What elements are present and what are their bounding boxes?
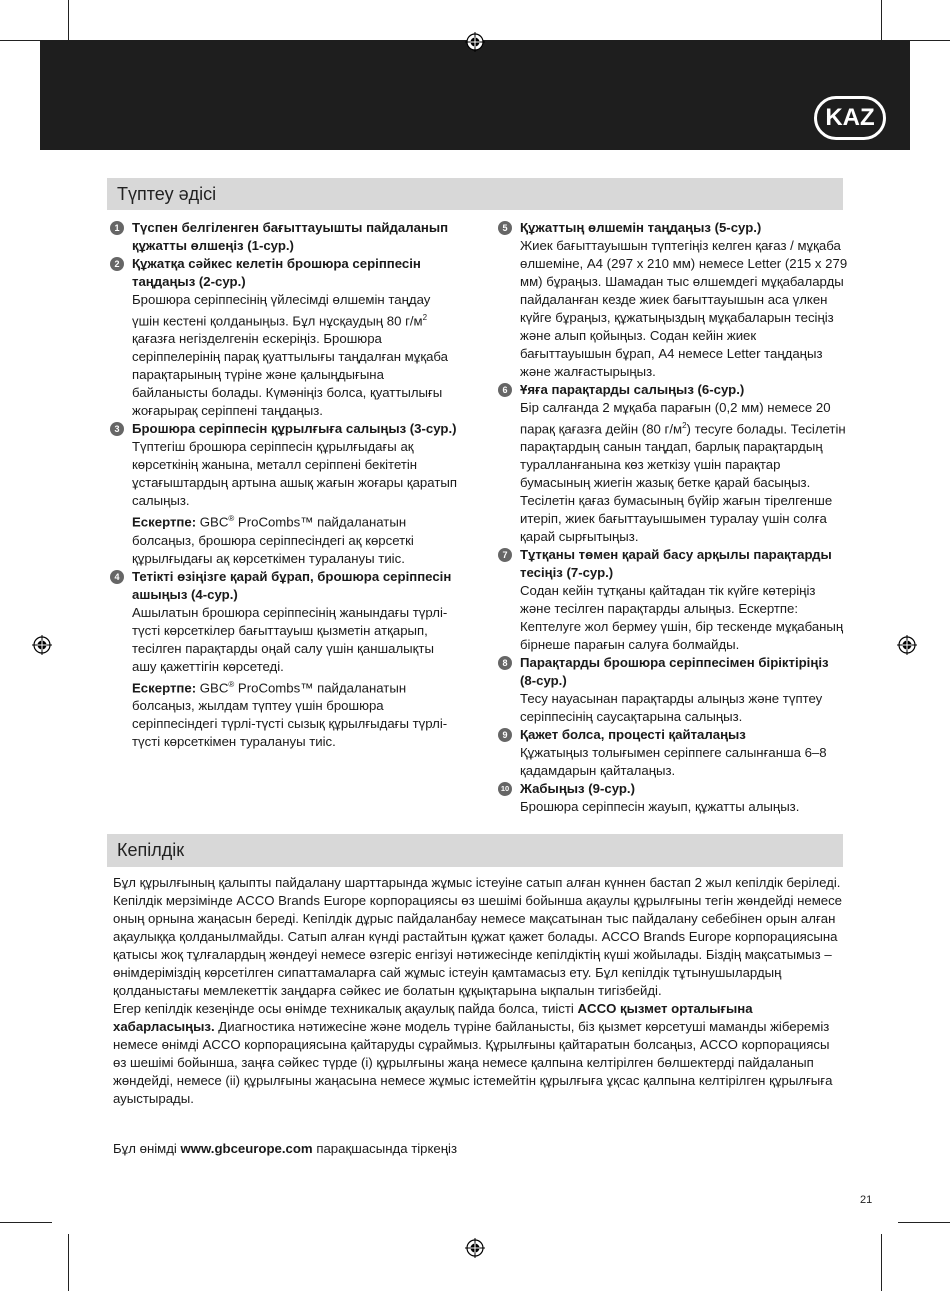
registration-mark-icon bbox=[897, 635, 917, 655]
crop-mark bbox=[0, 1222, 52, 1223]
section-title: Түптеу әдісі bbox=[117, 183, 217, 204]
step-note: Ескертпе: GBC® ProCombs™ пайдаланатын болсаңыз, жылдам түптеу үшін брошюра серіппесіндегі түрлі-түсті сызық құрылғыдағы түрлі-түсті көрсеткімен туралануы тиіс. bbox=[132, 679, 448, 750]
step-item bbox=[110, 219, 460, 255]
step-number: 3 bbox=[110, 422, 124, 436]
step-item bbox=[110, 420, 460, 567]
crop-mark bbox=[881, 1234, 882, 1291]
step-number: 8 bbox=[498, 656, 512, 670]
step-item bbox=[498, 780, 848, 816]
step-item bbox=[498, 546, 848, 654]
registration-note: Бұл өнімді www.gbceurope.com парақшасында тіркеңіз bbox=[113, 1141, 458, 1156]
step-title: Ұяға парақтарды салыңыз (6-сур.) bbox=[520, 382, 745, 397]
language-badge: KAZ bbox=[814, 96, 886, 140]
step-number: 10 bbox=[498, 782, 512, 796]
step-number: 6 bbox=[498, 383, 512, 397]
page-number: 21 bbox=[860, 1194, 873, 1206]
crop-mark bbox=[68, 1234, 69, 1291]
step-title: Тұтқаны төмен қарай басу арқылы парақтарды тесіңіз (7-сур.) bbox=[520, 547, 832, 581]
step-title: Парақтарды брошюра серіппесімен біріктіріңіз (8-сур.) bbox=[520, 655, 829, 689]
step-body: Түптегіш брошюра серіппесін құрылғыдағы ақ көрсеткінің жанына, металл серіппені бекітетін ұстағыштардың артына ашық жағын жоғары қаратып салыңыз. bbox=[132, 439, 457, 509]
step-item bbox=[498, 381, 848, 546]
step-number: 7 bbox=[498, 548, 512, 562]
step-body: Содан кейін тұтқаны қайтадан тік күйге көтеріңіз және тесілген парақтарды алыңыз. Ескертпе: Кептелуге жол бермеу үшін, бір тескенде мұқабаның бірнеше парағын салуға болмайды. bbox=[520, 583, 844, 653]
crop-mark bbox=[898, 1222, 950, 1223]
header-band bbox=[40, 40, 910, 150]
step-number: 5 bbox=[498, 221, 512, 235]
step-title: Құжаттың өлшемін таңдаңыз (5-сур.) bbox=[520, 220, 762, 235]
step-body: Құжатыңыз толығымен серіппеге салынғанша 6–8 қадамдарын қайталаңыз. bbox=[520, 745, 827, 779]
step-title: Қажет болса, процесті қайталаңыз bbox=[520, 727, 746, 743]
step-body: Бір салғанда 2 мұқаба парағын (0,2 мм) немесе 20 парақ қағазға дейін (80 $г/м^2$) тесуге болады. Тесілетін парақтардың санын таңдап, барлық парақтардың туралланғанына көз жеткізу үшін парақтар бумасының жиегін жазық бетке қарай басыңыз. Тесілетін қағаз бумасының бүйір жағын тірелгенше итеріп, жиек бағыттауышымен туралау үшін солға қарай сырғытыңыз. bbox=[520, 400, 846, 545]
right-column bbox=[498, 219, 848, 816]
registration-mark-icon bbox=[465, 1238, 485, 1258]
warranty-paragraph: Егер кепілдік кезеңінде осы өнімде техникалық ақаулық пайда болса, тиісті ACCO қызмет орталығына хабарласыңыз. Диагностика нәтижесіне және модель түріне байланысты, біз қызмет көрсетуші маманды жібереміз немесе өнімді ACCO корпорациясына қайтаруды сұраймыз. Құрылғыны қайтаратын болсаңыз, ACCO корпорациясы өз шешімі бойынша, заңға сәйкес түрде (i) құрылғыны жаңа немесе қалпына келтірілген бөлшектерді пайдаланып жөндейді, немесе (ii) құрылғыны жаңасына немесе жұмыс істемейтін құрылғыға ұқсас қалпына келтірілген құрылғыға ауыстырады. bbox=[113, 1001, 833, 1106]
step-body: Тесу науасынан парақтарды алыңыз және түптеу серіппесінің саусақтарына салыңыз. bbox=[520, 691, 823, 725]
step-body: Ашылатын брошюра серіппесінің жанындағы түрлі-түсті көрсеткілер бағыттауыш қызметін атқарып, тесілген парақтарды оңай салу үшін қаншалықты ашу қажеттігін көрсетеді. bbox=[132, 604, 448, 674]
step-note: Ескертпе: GBC® ProCombs™ пайдаланатын болсаңыз, брошюра серіппесіндегі ақ көрсеткі құрылғыдағы ақ көрсеткімен туралануы тиіс. bbox=[132, 514, 414, 566]
step-title: Жабыңыз (9-сур.) bbox=[520, 781, 635, 797]
step-body: Брошюра серіппесін жауып, құжатты алыңыз. bbox=[520, 799, 800, 815]
section-heading bbox=[107, 178, 843, 210]
step-title: Түспен белгіленген бағыттауышты пайдаланып құжатты өлшеңіз (1-сур.) bbox=[132, 220, 449, 253]
step-item bbox=[498, 726, 848, 780]
step-title: Құжатқа сәйкес келетін брошюра серіппесін таңдаңыз (2-сур.) bbox=[132, 256, 421, 289]
step-body: Брошюра серіппесінің үйлесімді өлшемін таңдау үшін кестені қолданыңыз. Бұл нұсқаудың 80 $г/м^2$ қағазға негізделгенін ескеріңіз. Брошюра серіппелерінің парақ қуаттылығы таңдалған мұқаба парақтарының түріне және қалыңдығына байланысты болады. Күмәніңіз болса, қуаттылығы жоғарырақ серіппені таңдаңыз. bbox=[132, 292, 449, 419]
step-number: 2 bbox=[110, 257, 124, 271]
warranty-paragraph: Бұл құрылғының қалыпты пайдалану шарттарында жұмыс істеуіне сатып алған күннен бастап 2 жыл кепілдік беріледі. Кепілдік мерзімінде ACCO Brands Europe корпорациясы өз шешімі бойынша ақаулы құрылғыны тегін жөндейді немесе оның орнына жаңасын береді. Кепілдік дұрыс пайдаланбау немесе мақсатынан тыс пайдалану себебінен орын алған ақаулыққа қолданылмайды. Сатып алған күнді растайтын құжат қажет болады. ACCO Brands Europe корпорациясына қатысы жоқ тұлғалардың жөндеуі немесе өзгеріс енгізуі нәтижесінде кепілдіктің күші жойылады. Біздің мақсатымыз – өнімдеріміздің көрсетілген сипаттамаларға сай жұмыс істеуін қамтамасыз ету. Бұл кепілдік тұтынушылардың қолданыстағы мемлекеттік заңдарға сәйкес ие болатын құқықтарына ықпалын тигізбейді. bbox=[113, 875, 843, 998]
step-item bbox=[110, 568, 460, 751]
step-title: Тетікті өзіңізге қарай бұрап, брошюра серіппесін ашыңыз (4-сур.) bbox=[132, 568, 452, 602]
section-title: Кепілдік bbox=[117, 840, 185, 860]
registration-mark-icon bbox=[32, 635, 52, 655]
website-link[interactable]: www.gbceurope.com bbox=[180, 1141, 313, 1156]
step-body: Жиек бағыттауышын түптегіңіз келген қағаз / мұқаба өлшеміне, A4 (297 x 210 мм) немесе Letter (215 x 279 мм) бұраңыз. Шамадан тыс өлшемдегі мұқабаларды пайдаланған кезде жиек бағыттауышын аса үлкен күйге бұраңыз, құжатыңыздың мұқабаларын тесіңіз және алып қойыңыз. Содан кейін жиек бағыттауышын бұрап, A4 немесе Letter таңдаңыз және жалғастырыңыз. bbox=[520, 238, 848, 379]
step-item bbox=[498, 654, 848, 726]
step-number: 9 bbox=[498, 728, 512, 742]
section-heading bbox=[107, 834, 843, 867]
warranty-text bbox=[113, 874, 843, 1108]
step-number: 1 bbox=[110, 221, 124, 235]
registration-mark-icon bbox=[465, 32, 485, 52]
left-column bbox=[110, 219, 460, 751]
step-title: Брошюра серіппесін құрылғыға салыңыз (3-сур.) bbox=[132, 421, 457, 437]
step-item bbox=[498, 219, 848, 381]
step-number: 4 bbox=[110, 570, 124, 584]
step-item bbox=[110, 255, 460, 420]
